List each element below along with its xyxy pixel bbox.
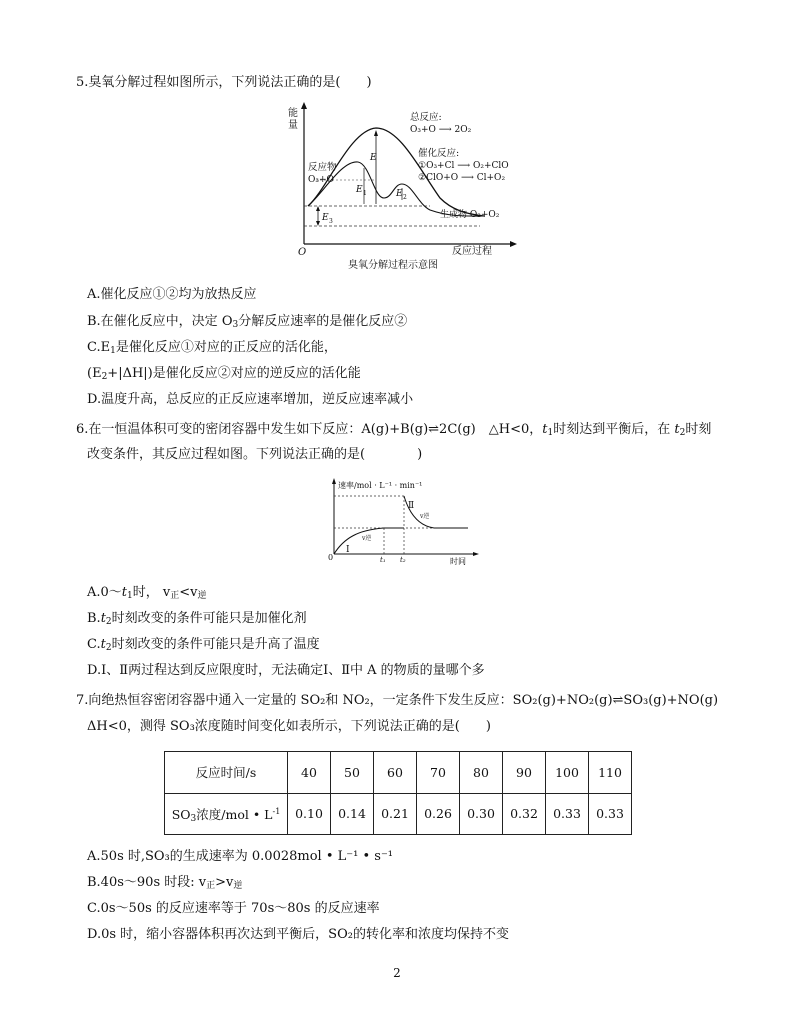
q5-option-c-line1: $C.E_1$是催化反应①对应的正反应的活化能， [87,340,337,356]
table-cell: 0.33 [546,793,589,835]
region-1-label: Ⅰ [346,545,350,555]
table-cell: 70 [417,752,460,794]
table-cell: 50 [331,752,374,794]
table-cell: 40 [288,752,331,794]
reactant-label: 反应物 [308,162,337,173]
svg-text:1: 1 [363,190,367,197]
region-2-label: Ⅱ [408,501,415,511]
table-cell: 0.10 [288,793,331,835]
v-inverse-curve-1 [334,528,384,554]
so3-concentration-table [164,751,632,835]
table-cell: 0.26 [417,793,460,835]
table-cell: 0.33 [589,793,632,835]
total-reaction: O₃+O ⟶ 2O₂ [410,125,472,135]
origin-label: O [298,247,307,258]
table-cell: 0.21 [374,793,417,835]
table-row [165,752,632,794]
catalytic-1: ①O₃+Cl ⟶ O₂+ClO [418,161,509,171]
table-cell: 110 [589,752,632,794]
table-header-label: 反应时间/s [165,752,288,794]
catalytic-2: ②ClO+O ⟶ Cl+O₂ [418,173,506,183]
label-E1: E [356,185,363,195]
origin-label: 0 [328,553,334,562]
label-E3: E [322,213,329,223]
reactant-formula: O₃+O [308,175,334,185]
catalytic-title: 催化反应: [418,148,460,159]
q7-stem-line2: ΔH<0，测得 SO₃浓度随时间变化如表所示，下列说法正确的是( ) [87,719,491,734]
y-axis-arrow [332,478,336,484]
table-cell: 60 [374,752,417,794]
total-reaction-title: 总反应: [410,112,442,123]
y-axis-label-1: 能 [288,108,298,119]
q7-option-b: B.40s～90s 时段: $v_正>v_逆$ [87,875,243,891]
q6-stem-line1: 6.在一恒温体积可变的密闭容器中发生如下反应：A(g)+B(g)⇌2C(g) △H<0，$t_1$时刻达到平衡后，在 $t_2$时刻 [76,422,712,438]
x-axis-label: 时间 [450,557,466,566]
table-cell: 0.30 [460,793,503,835]
q5-option-a: A.催化反应①②均为放热反应 [87,287,257,302]
table-row [165,793,632,835]
q7-option-d: D.0s 时，缩小容器体积再次达到平衡后，SO₂的转化率和浓度均保持不变 [87,927,509,942]
table-cell: 100 [546,752,589,794]
diagram-caption: 臭氧分解过程示意图 [348,260,438,271]
table-cell: 0.32 [503,793,546,835]
table-row-label: $SO_3$浓度/mol • $L^{-1}$ [165,793,288,835]
q7-option-c: C.0s～50s 的反应速率等于 70s～80s 的反应速率 [87,901,380,916]
q7-option-a: A.50s 时,SO₃的生成速率为 0.0028mol • L⁻¹ • s⁻¹ [87,849,394,864]
product-label: 生成物 O₂+O₂ [440,210,500,220]
q6-option-a: $A.0\sim t_1$时， $v_正<v_逆$ [87,585,207,601]
label-E2: E [396,189,403,199]
x-axis-arrow [473,552,479,556]
x-axis-arrow [510,241,517,247]
ozone-energy-diagram [280,100,520,272]
q6-option-d: D.Ⅰ、Ⅱ两过程达到反应限度时，无法确定Ⅰ、Ⅱ中 A 的物质的量哪个多 [87,663,485,678]
q5-option-d: D.温度升高，总反应的正反应速率增加，逆反应速率减小 [87,392,414,407]
q6-option-c: $C.t_2$时刻改变的条件可能只是升高了温度 [87,637,320,653]
table-cell: 90 [503,752,546,794]
page-number: 2 [393,966,401,980]
q7-stem-line1: 7.向绝热恒容密闭容器中通入一定量的 SO₂和 NO₂，一定条件下发生反应：SO₂(g)+NO₂(g)⇌SO₃(g)+NO(g) [76,693,719,708]
svg-text:2: 2 [403,194,407,201]
rate-time-diagram [324,476,484,568]
q5-option-c-line2: $(E_2+|\Delta H|)$是催化反应②对应的逆反应的活化能 [87,366,361,382]
table-cell: 80 [460,752,503,794]
q5-option-b: B.在催化反应中，决定 $O_3$分解反应速率的是催化反应② [87,314,408,330]
y-axis-label-2: 量 [288,120,298,131]
table-cell: 0.14 [331,793,374,835]
t2-label: t₂ [400,556,406,564]
y-axis-label: 速率/mol · L⁻¹ · min⁻¹ [338,481,423,490]
y-axis-arrow [301,102,307,109]
q6-option-b: $B.t_2$时刻改变的条件可能只是加催化剂 [87,611,307,627]
v-inverse-label-1: v逆 [362,535,372,542]
t1-label: t₁ [380,556,386,564]
x-axis-label: 反应过程 [452,246,492,257]
v-inverse-label-2: v逆 [420,513,430,520]
label-E: E [370,153,377,163]
svg-text:3: 3 [329,218,333,225]
q5-stem: 5.臭氧分解过程如图所示，下列说法正确的是( ) [76,75,372,90]
q6-stem-line2: 改变条件，其反应过程如图。下列说法正确的是( ) [87,447,423,462]
